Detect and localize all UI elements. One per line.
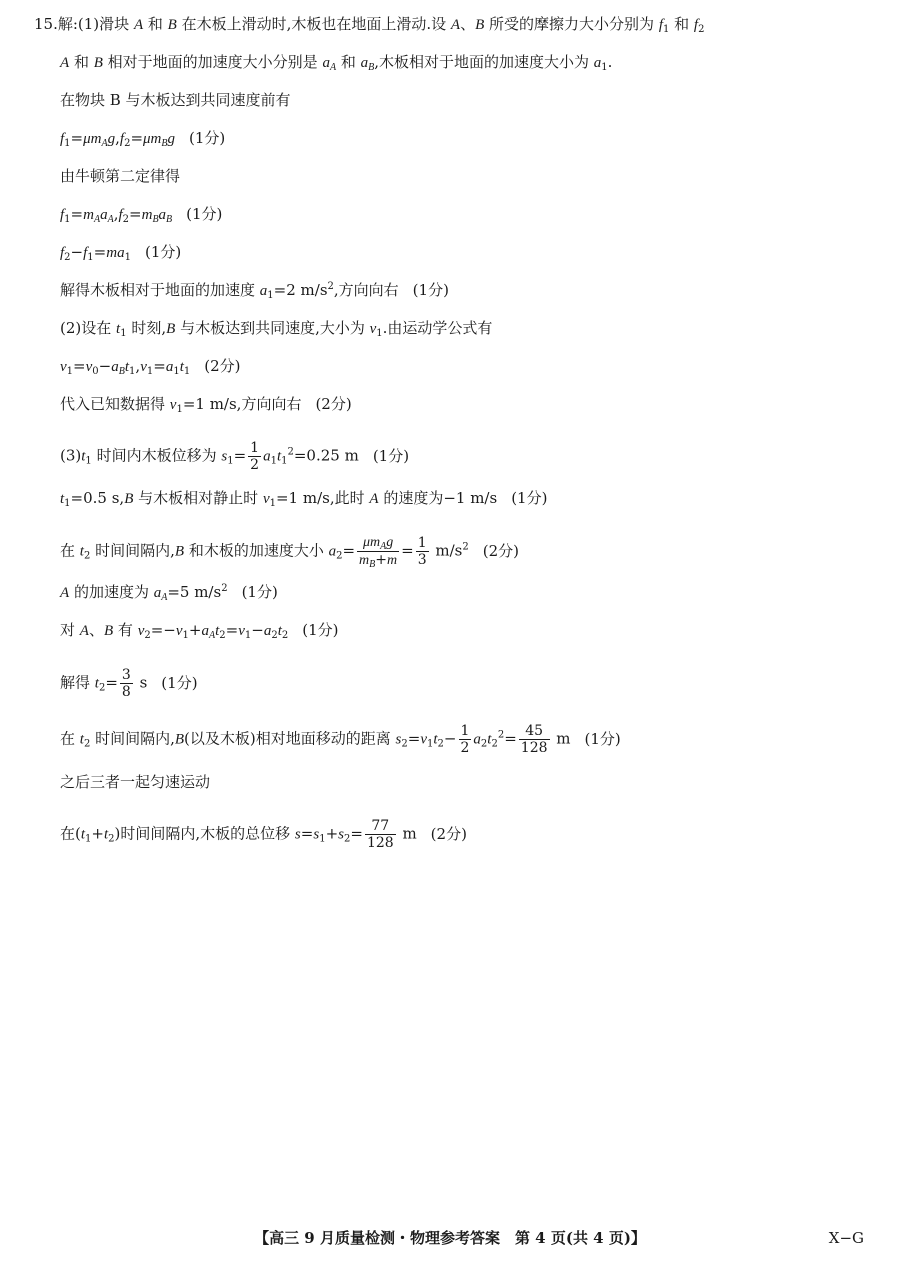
line-16-velocity: 对 A、B 有 $v_2=-v_1+a_At_2=v_1-a_2t_2$ (1分): [60, 621, 339, 641]
line-17: 解得 $t_2=$ $\frac{3}{8}$ s (1分): [60, 667, 198, 700]
score: (2分): [315, 395, 352, 413]
page-footer: 【高三 9 月质量检测・物理参考答案 第 4 页(共 4 页)】: [254, 1229, 646, 1247]
fraction-third: $\frac{1}{3}$: [417, 535, 427, 568]
line-10-kinematics: $v_1=v_0-a_Bt_1,v_1=a_1t_1$ (2分): [60, 357, 241, 377]
fraction-half: $\frac{1}{2}$: [250, 440, 260, 473]
line-15: A 的加速度为 $a_A=5$ $m/s^2$ (1分): [60, 583, 278, 603]
line-12-displacement: $(3)t_1$ 时间内木板位移为 $s_1=$ $\frac{1}{2}$ $a_1t_1^2=0.25$ m (1分): [60, 440, 410, 473]
line-14-acceleration: 在 $t_2$ 时间间隔内,B 和木板的加速度大小 $a_2=$ $\frac{\mu m_Ag}{m_B+m}$ = $\frac{1}{3}$ $m/s^2$ (2分): [60, 535, 520, 570]
line-6-newton: $f_1=m_Aa_A,f_2=m_Ba_B$ (1分): [60, 205, 223, 225]
line-4-friction: $f_1=\mu m_Ag,f_2=\mu m_Bg$ (1分): [60, 129, 226, 149]
score: (1分): [412, 281, 449, 299]
fraction-t2: $\frac{3}{8}$: [121, 667, 131, 700]
question-number: 15.: [34, 15, 58, 33]
line-1: 15.解:(1)滑块 A 和 B 在木板上滑动时,木板也在地面上滑动.设 A、B 所受的摩擦力大小分别为 $f_1$ 和 $f_2$: [34, 15, 705, 35]
fraction-s2: $\frac{45}{128}$: [520, 723, 548, 756]
line-18-distance: 在 $t_2$ 时间间隔内,B(以及木板)相对地面移动的距离 $s_2=v_1t_2-$ $\frac{1}{2}$ $a_2t_2^2=$ $\frac{45}{128}$ m (1分): [60, 723, 621, 756]
line-9: (2)设在 $t_1$ 时刻,B 与木板达到共同速度,大小为 $v_1$.由运动学公式有: [60, 319, 493, 339]
line-5: 由牛顿第二定律得: [60, 167, 181, 185]
score: (1分): [186, 205, 223, 223]
fraction-half: $\frac{1}{2}$: [460, 723, 470, 756]
score: (1分): [161, 673, 198, 692]
line-3: 在物块 B 与木板达到共同速度前有: [60, 91, 291, 109]
line-7-board: $f_2-f_1=ma_1$ (1分): [60, 243, 182, 263]
score: (1分): [189, 129, 226, 147]
score: (1分): [144, 243, 182, 261]
line-8: 解得木板相对于地面的加速度 $a_1=2$ $m/s^2$,方向向右 (1分): [60, 281, 449, 301]
score: (1分): [372, 446, 410, 465]
line-13: $t_1=0.5$ s,B 与木板相对静止时 $v_1=1$ m/s,此时 A 的速度为−1 m/s (1分): [60, 489, 548, 509]
score: (1分): [302, 621, 339, 639]
score: (1分): [511, 489, 548, 507]
score: (2分): [482, 541, 520, 560]
score: (2分): [430, 824, 467, 843]
fraction-s: $\frac{77}{128}$: [366, 818, 394, 851]
line-20-total: 在$(t_1+t_2)$时间间隔内,木板的总位移 $s=s_1+s_2=$ $\frac{77}{128}$ m (2分): [60, 818, 467, 851]
score: (1分): [241, 583, 278, 601]
line-11: 代入已知数据得 $v_1=1$ m/s,方向向右 (2分): [60, 395, 352, 415]
score: (1分): [584, 729, 621, 748]
line-19: 之后三者一起匀速运动: [60, 773, 211, 791]
paper-code: X−G: [828, 1229, 864, 1247]
fraction-a2: $\frac{\mu m_Ag}{m_B+m}$: [359, 535, 398, 570]
line-2: A 和 B 相对于地面的加速度大小分别是 $a_A$ 和 $a_B$,木板相对于地面的加速度大小为 $a_1$.: [60, 53, 613, 73]
score: (2分): [204, 357, 241, 375]
